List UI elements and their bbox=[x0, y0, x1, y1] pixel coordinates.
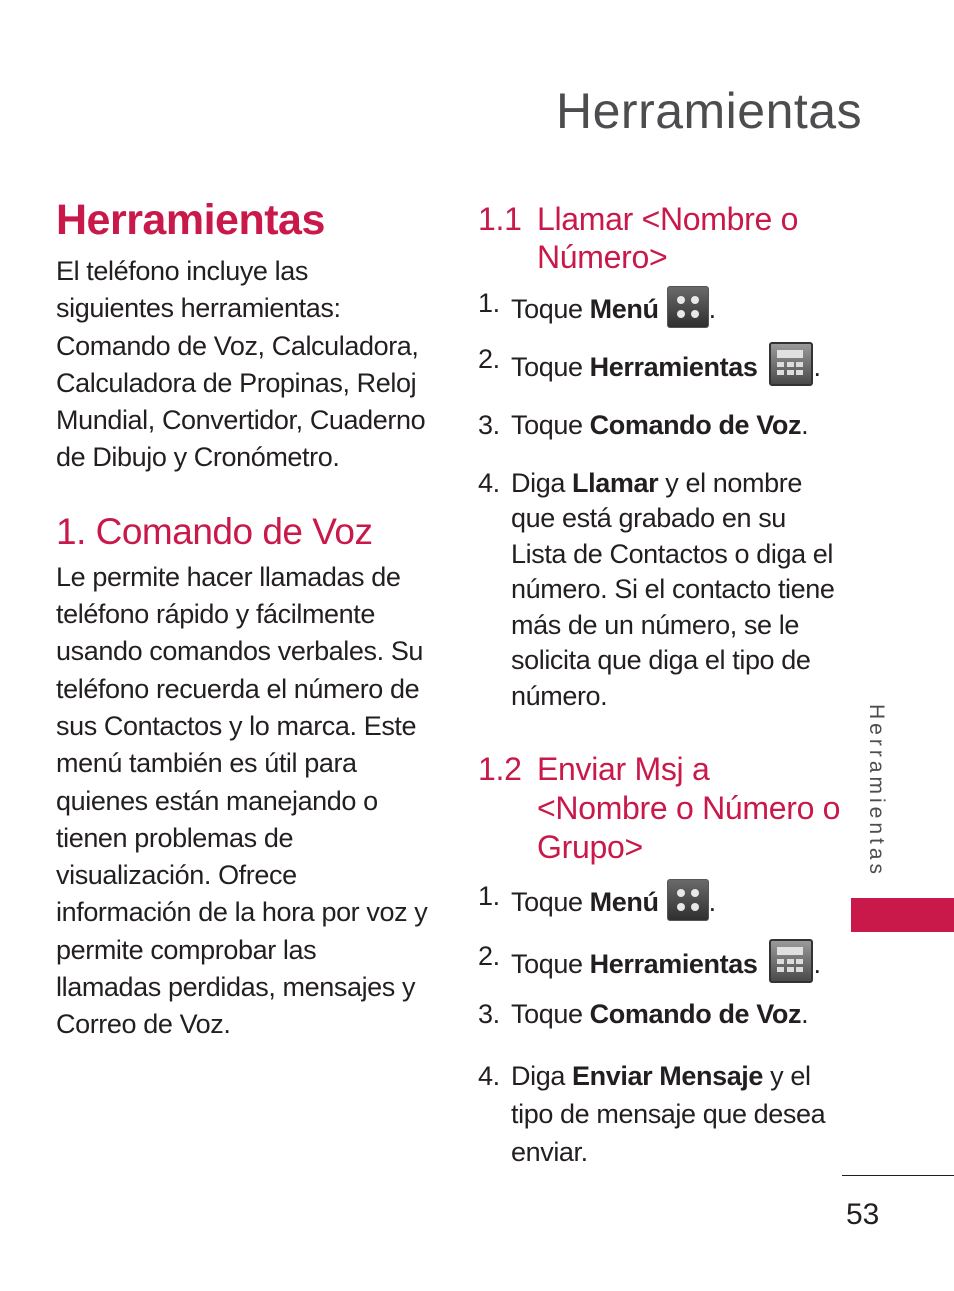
left-column bbox=[56, 196, 428, 1044]
step-number: 4. bbox=[478, 1060, 500, 1091]
step-text: . bbox=[801, 999, 809, 1029]
step-keyword: Menú bbox=[589, 294, 659, 324]
step-keyword: Comando de Voz bbox=[589, 999, 802, 1029]
step-keyword: Enviar Mensaje bbox=[572, 1060, 764, 1091]
step-keyword: Comando de Voz bbox=[589, 410, 802, 440]
menu-icon bbox=[667, 286, 709, 328]
step-number: 2. bbox=[478, 941, 500, 971]
page-heading: Herramientas bbox=[56, 196, 325, 244]
step-text: y el tipo de mensaje que desea enviar. bbox=[511, 1060, 826, 1167]
subsection-number: 1.1 bbox=[478, 201, 522, 237]
step-keyword: Llamar bbox=[572, 467, 659, 498]
subsection-title: Enviar Msj a <Nombre o Número o Grupo> bbox=[537, 751, 841, 865]
step-keyword: Herramientas bbox=[589, 949, 758, 979]
step-item bbox=[478, 342, 843, 386]
page-number: 53 bbox=[846, 1198, 880, 1231]
step-text: Toque bbox=[511, 887, 590, 917]
step-item bbox=[478, 879, 843, 921]
step-text: y el nombre que está grabado en su Lista de Contactos o diga el número. Si el contacto tiene más de un número, se le solicita que diga el tipo de número. bbox=[511, 467, 835, 711]
step-text: Diga bbox=[511, 467, 573, 498]
subsection-heading-1-2 bbox=[478, 750, 843, 867]
step-item bbox=[478, 466, 843, 715]
menu-icon bbox=[667, 879, 709, 921]
step-number: 1. bbox=[478, 881, 500, 911]
step-item bbox=[478, 286, 843, 328]
step-number: 3. bbox=[478, 410, 500, 440]
step-text: Toque bbox=[511, 352, 590, 382]
step-punctuation: . bbox=[813, 352, 821, 382]
side-tab-marker bbox=[851, 898, 954, 932]
step-punctuation: . bbox=[708, 294, 716, 324]
subsection-heading-1-1 bbox=[478, 200, 843, 276]
section-paragraph: Le permite hacer llamadas de teléfono rápido y fácilmente usando comandos verbales. Su teléfono recuerda el número de sus Contactos y lo marca. Este menú también es útil para quienes están manejando o tienen problemas de visualización. Ofrece información de la hora por voz y permite comprobar las llamadas perdidas, mensajes y Correo de Voz. bbox=[56, 561, 428, 1040]
running-header: Herramientas bbox=[556, 83, 863, 139]
step-item bbox=[478, 997, 843, 1033]
intro-paragraph: El teléfono incluye las siguientes herramientas: Comando de Voz, Calculadora, Calculadora de Propinas, Reloj Mundial, Convertidor, Cuaderno de Dibujo y Cronómetro. bbox=[56, 256, 426, 473]
step-punctuation: . bbox=[813, 949, 821, 979]
side-tab-label: Herramientas bbox=[865, 704, 888, 879]
step-number: 4. bbox=[478, 467, 500, 498]
tools-icon bbox=[769, 939, 813, 983]
step-text: Toque bbox=[511, 294, 590, 324]
step-punctuation: . bbox=[708, 887, 716, 917]
footer-rule bbox=[842, 1175, 954, 1176]
step-item bbox=[478, 939, 843, 983]
right-column bbox=[478, 200, 843, 1171]
step-item bbox=[478, 1057, 843, 1171]
step-keyword: Menú bbox=[589, 887, 659, 917]
step-number: 2. bbox=[478, 344, 500, 374]
step-number: 3. bbox=[478, 999, 500, 1029]
step-text: Toque bbox=[511, 410, 590, 440]
step-text: . bbox=[801, 410, 809, 440]
step-text: Toque bbox=[511, 999, 590, 1029]
step-item bbox=[478, 408, 843, 444]
step-keyword: Herramientas bbox=[589, 352, 758, 382]
step-text: Toque bbox=[511, 949, 590, 979]
step-text: Diga bbox=[511, 1060, 573, 1091]
step-number: 1. bbox=[478, 288, 500, 318]
section-heading: 1. Comando de Voz bbox=[56, 510, 373, 552]
subsection-number: 1.2 bbox=[478, 751, 522, 787]
tools-icon bbox=[769, 342, 813, 386]
subsection-title: Llamar <Nombre o Número> bbox=[537, 201, 799, 275]
